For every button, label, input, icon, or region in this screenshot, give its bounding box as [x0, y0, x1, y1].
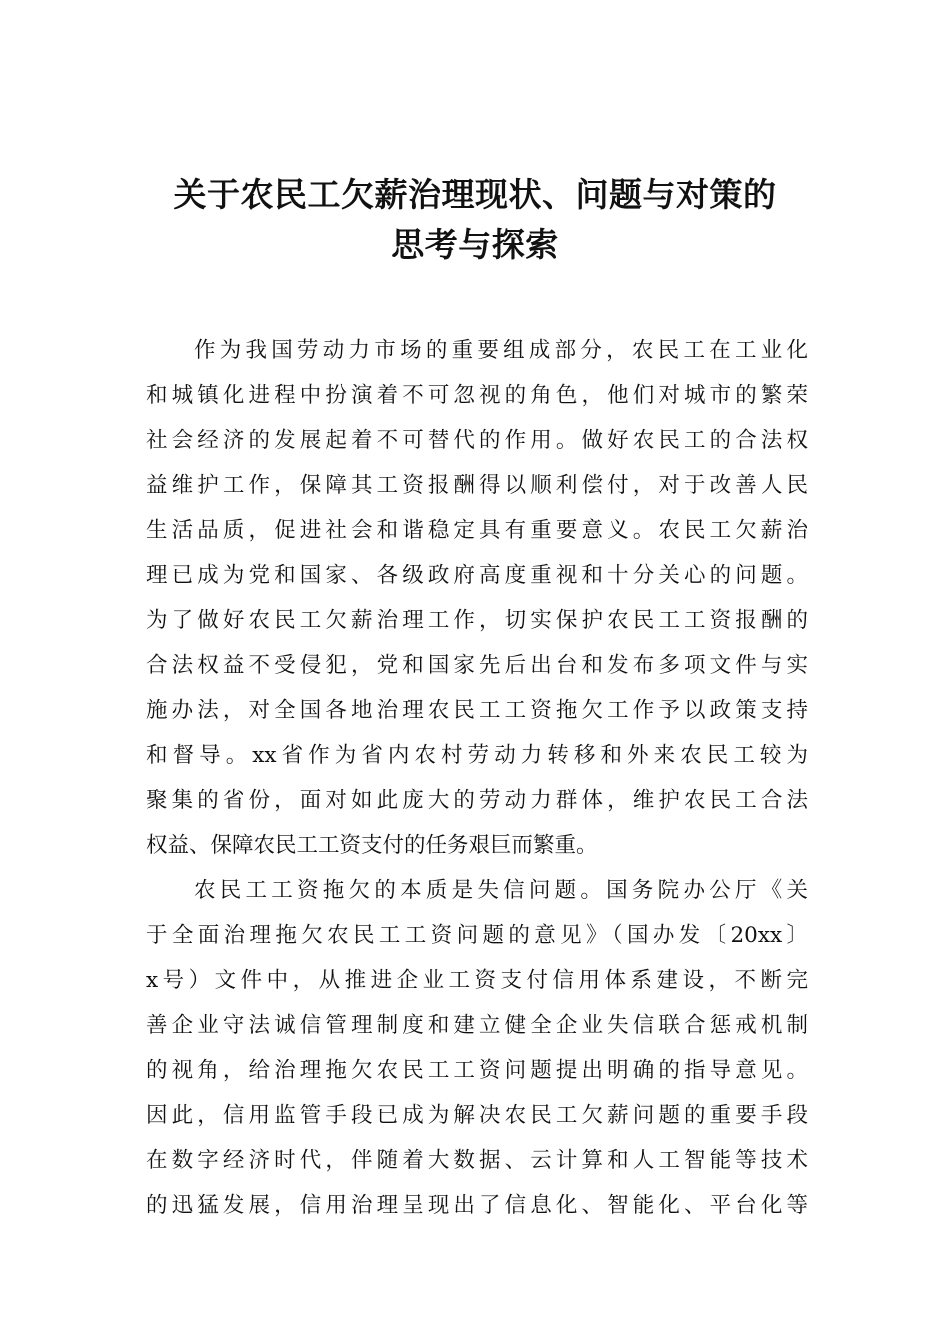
text-line: 合法权益不受侵犯，党和国家先后出台和发布多项文件与实 — [146, 653, 808, 678]
text-line: 权益、保障农民工工资支付的任务艰巨而繁重。 — [146, 833, 598, 858]
text-line: 施办法，对全国各地治理农民工工资拖欠工作予以政策支持 — [146, 698, 808, 723]
title-line-1: 关于农民工欠薪治理现状、问题与对策的 — [173, 175, 777, 214]
paragraph-1 — [146, 328, 808, 868]
title-line-2: 思考与探索 — [391, 225, 559, 264]
text-line: 善企业守法诚信管理制度和建立健全企业失信联合惩戒机制 — [146, 1013, 808, 1038]
text-line: 聚集的省份，面对如此庞大的劳动力群体，维护农民工合法 — [146, 788, 808, 813]
text-line: 于全面治理拖欠农民工工资问题的意见》（国办发〔20xx〕 — [146, 923, 808, 948]
document-body — [146, 328, 808, 1228]
text-line: 作为我国劳动力市场的重要组成部分，农民工在工业化 — [194, 338, 808, 363]
paragraph-2 — [146, 868, 808, 1228]
text-line: 和城镇化进程中扮演着不可忽视的角色，他们对城市的繁荣 — [146, 383, 808, 408]
document-title — [120, 170, 830, 270]
text-line: 在数字经济时代，伴随着大数据、云计算和人工智能等技术 — [146, 1148, 808, 1173]
text-line: 的迅猛发展，信用治理呈现出了信息化、智能化、平台化等 — [146, 1193, 808, 1218]
text-line: x号）文件中，从推进企业工资支付信用体系建设，不断完 — [146, 968, 808, 993]
text-line: 社会经济的发展起着不可替代的作用。做好农民工的合法权 — [146, 428, 808, 453]
text-line: 因此，信用监管手段已成为解决农民工欠薪问题的重要手段 — [146, 1103, 808, 1128]
text-line: 为了做好农民工欠薪治理工作，切实保护农民工工资报酬的 — [146, 608, 808, 633]
text-line: 益维护工作，保障其工资报酬得以顺利偿付，对于改善人民 — [146, 473, 808, 498]
text-line: 理已成为党和国家、各级政府高度重视和十分关心的问题。 — [146, 563, 808, 588]
text-line: 农民工工资拖欠的本质是失信问题。国务院办公厅《关 — [194, 878, 808, 903]
text-line: 生活品质，促进社会和谐稳定具有重要意义。农民工欠薪治 — [146, 518, 808, 543]
text-line: 的视角，给治理拖欠农民工工资问题提出明确的指导意见。 — [146, 1058, 808, 1083]
text-line: 和督导。xx省作为省内农村劳动力转移和外来农民工较为 — [146, 743, 808, 768]
